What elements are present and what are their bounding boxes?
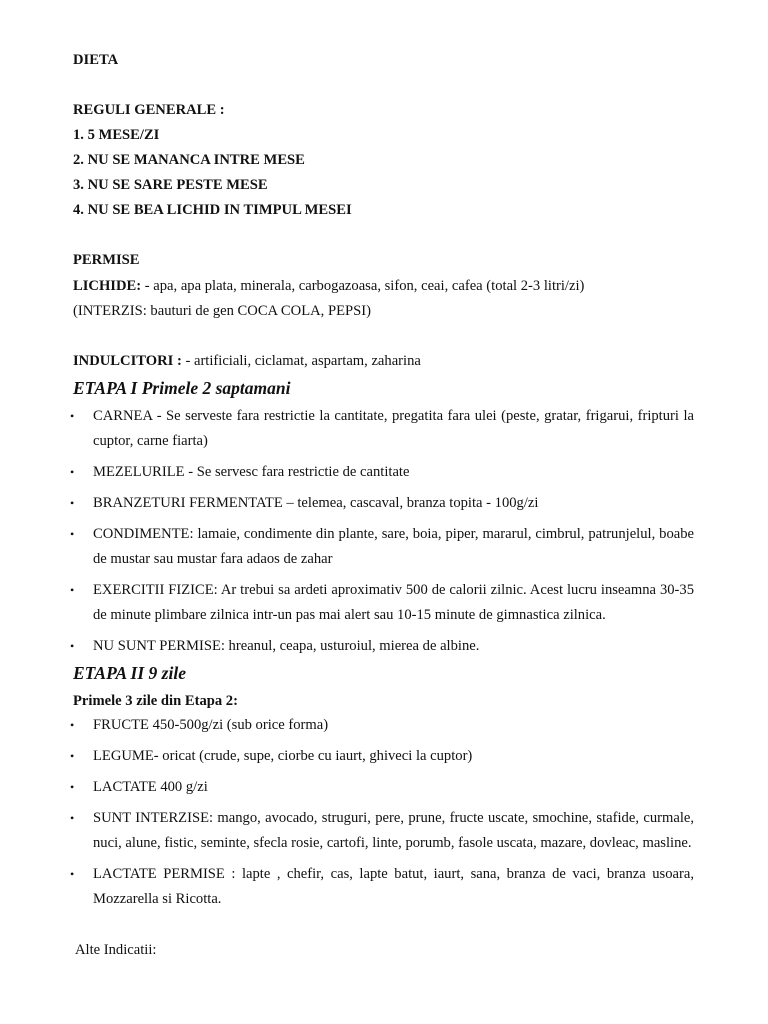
rule-item: 4. NU SE BEA LICHID IN TIMPUL MESEI xyxy=(73,202,352,218)
interzis-note: (INTERZIS: bauturi de gen COCA COLA, PEPSI) xyxy=(73,303,371,319)
rule-item: 2. NU SE MANANCA INTRE MESE xyxy=(73,152,305,168)
etapa2-subheading: Primele 3 zile din Etapa 2: xyxy=(73,693,238,709)
list-item: • LACTATE 400 g/zi xyxy=(0,775,768,800)
etapa1-heading: ETAPA I Primele 2 saptamani xyxy=(73,378,291,398)
list-item: • BRANZETURI FERMENTATE – telemea, cascaval, branza topita - 100g/zi xyxy=(0,491,768,516)
etapa1-list xyxy=(0,404,768,659)
list-item: • NU SUNT PERMISE: hreanul, ceapa, usturoiul, mierea de albine. xyxy=(0,634,768,659)
list-item: • LEGUME- oricat (crude, supe, ciorbe cu iaurt, ghiveci la cuptor) xyxy=(0,744,768,769)
etapa2-list xyxy=(0,713,768,912)
etapa2-heading: ETAPA II 9 zile xyxy=(73,663,186,683)
document-title: DIETA xyxy=(73,52,119,68)
rule-item: 3. NU SE SARE PESTE MESE xyxy=(73,177,268,193)
lichide-label: LICHIDE: xyxy=(73,278,142,294)
lichide-text: - apa, apa plata, minerala, carbogazoasa, sifon, ceai, cafea (total 2-3 litri/zi) xyxy=(141,278,585,294)
indulcitori-label: INDULCITORI : xyxy=(73,353,182,369)
rules-heading: REGULI GENERALE : xyxy=(73,102,225,118)
list-item: • LACTATE PERMISE : lapte , chefir, cas, lapte batut, iaurt, sana, branza de vaci, branza usoara, Mozzarella si Ricotta. xyxy=(0,862,768,912)
list-item: • EXERCITII FIZICE: Ar trebui sa ardeti aproximativ 500 de calorii zilnic. Acest lucru inseamna 30-35 de minute plimbare zilnica intr-un pas mai alert sau 10-15 minute de gimnastica zilnica. xyxy=(0,578,768,628)
alte-indicatii: Alte Indicatii: xyxy=(75,942,157,958)
list-item: • SUNT INTERZISE: mango, avocado, struguri, pere, prune, fructe uscate, smochine, stafide, curmale, nuci, alune, fistic, seminte, sfecla rosie, cartofi, linte, porumb, fasole uscata, mazare, dovleac, masline. xyxy=(0,806,768,856)
list-item: • FRUCTE 450-500g/zi (sub orice forma) xyxy=(0,713,768,738)
lichide-line xyxy=(73,274,584,299)
permise-heading: PERMISE xyxy=(73,252,140,268)
indulcitori-text: - artificiali, ciclamat, aspartam, zaharina xyxy=(181,353,421,369)
indulcitori-line xyxy=(73,349,421,374)
list-item: • CARNEA - Se serveste fara restrictie la cantitate, pregatita fara ulei (peste, gratar, frigarui, fripturi la cuptor, carne fiarta) xyxy=(0,404,768,454)
list-item: • MEZELURILE - Se servesc fara restrictie de cantitate xyxy=(0,460,768,485)
rule-item: 1. 5 MESE/ZI xyxy=(73,127,160,143)
list-item: • CONDIMENTE: lamaie, condimente din plante, sare, boia, piper, mararul, cimbrul, patrunjelul, boabe de mustar sau mustar fara adaos de zahar xyxy=(0,522,768,572)
